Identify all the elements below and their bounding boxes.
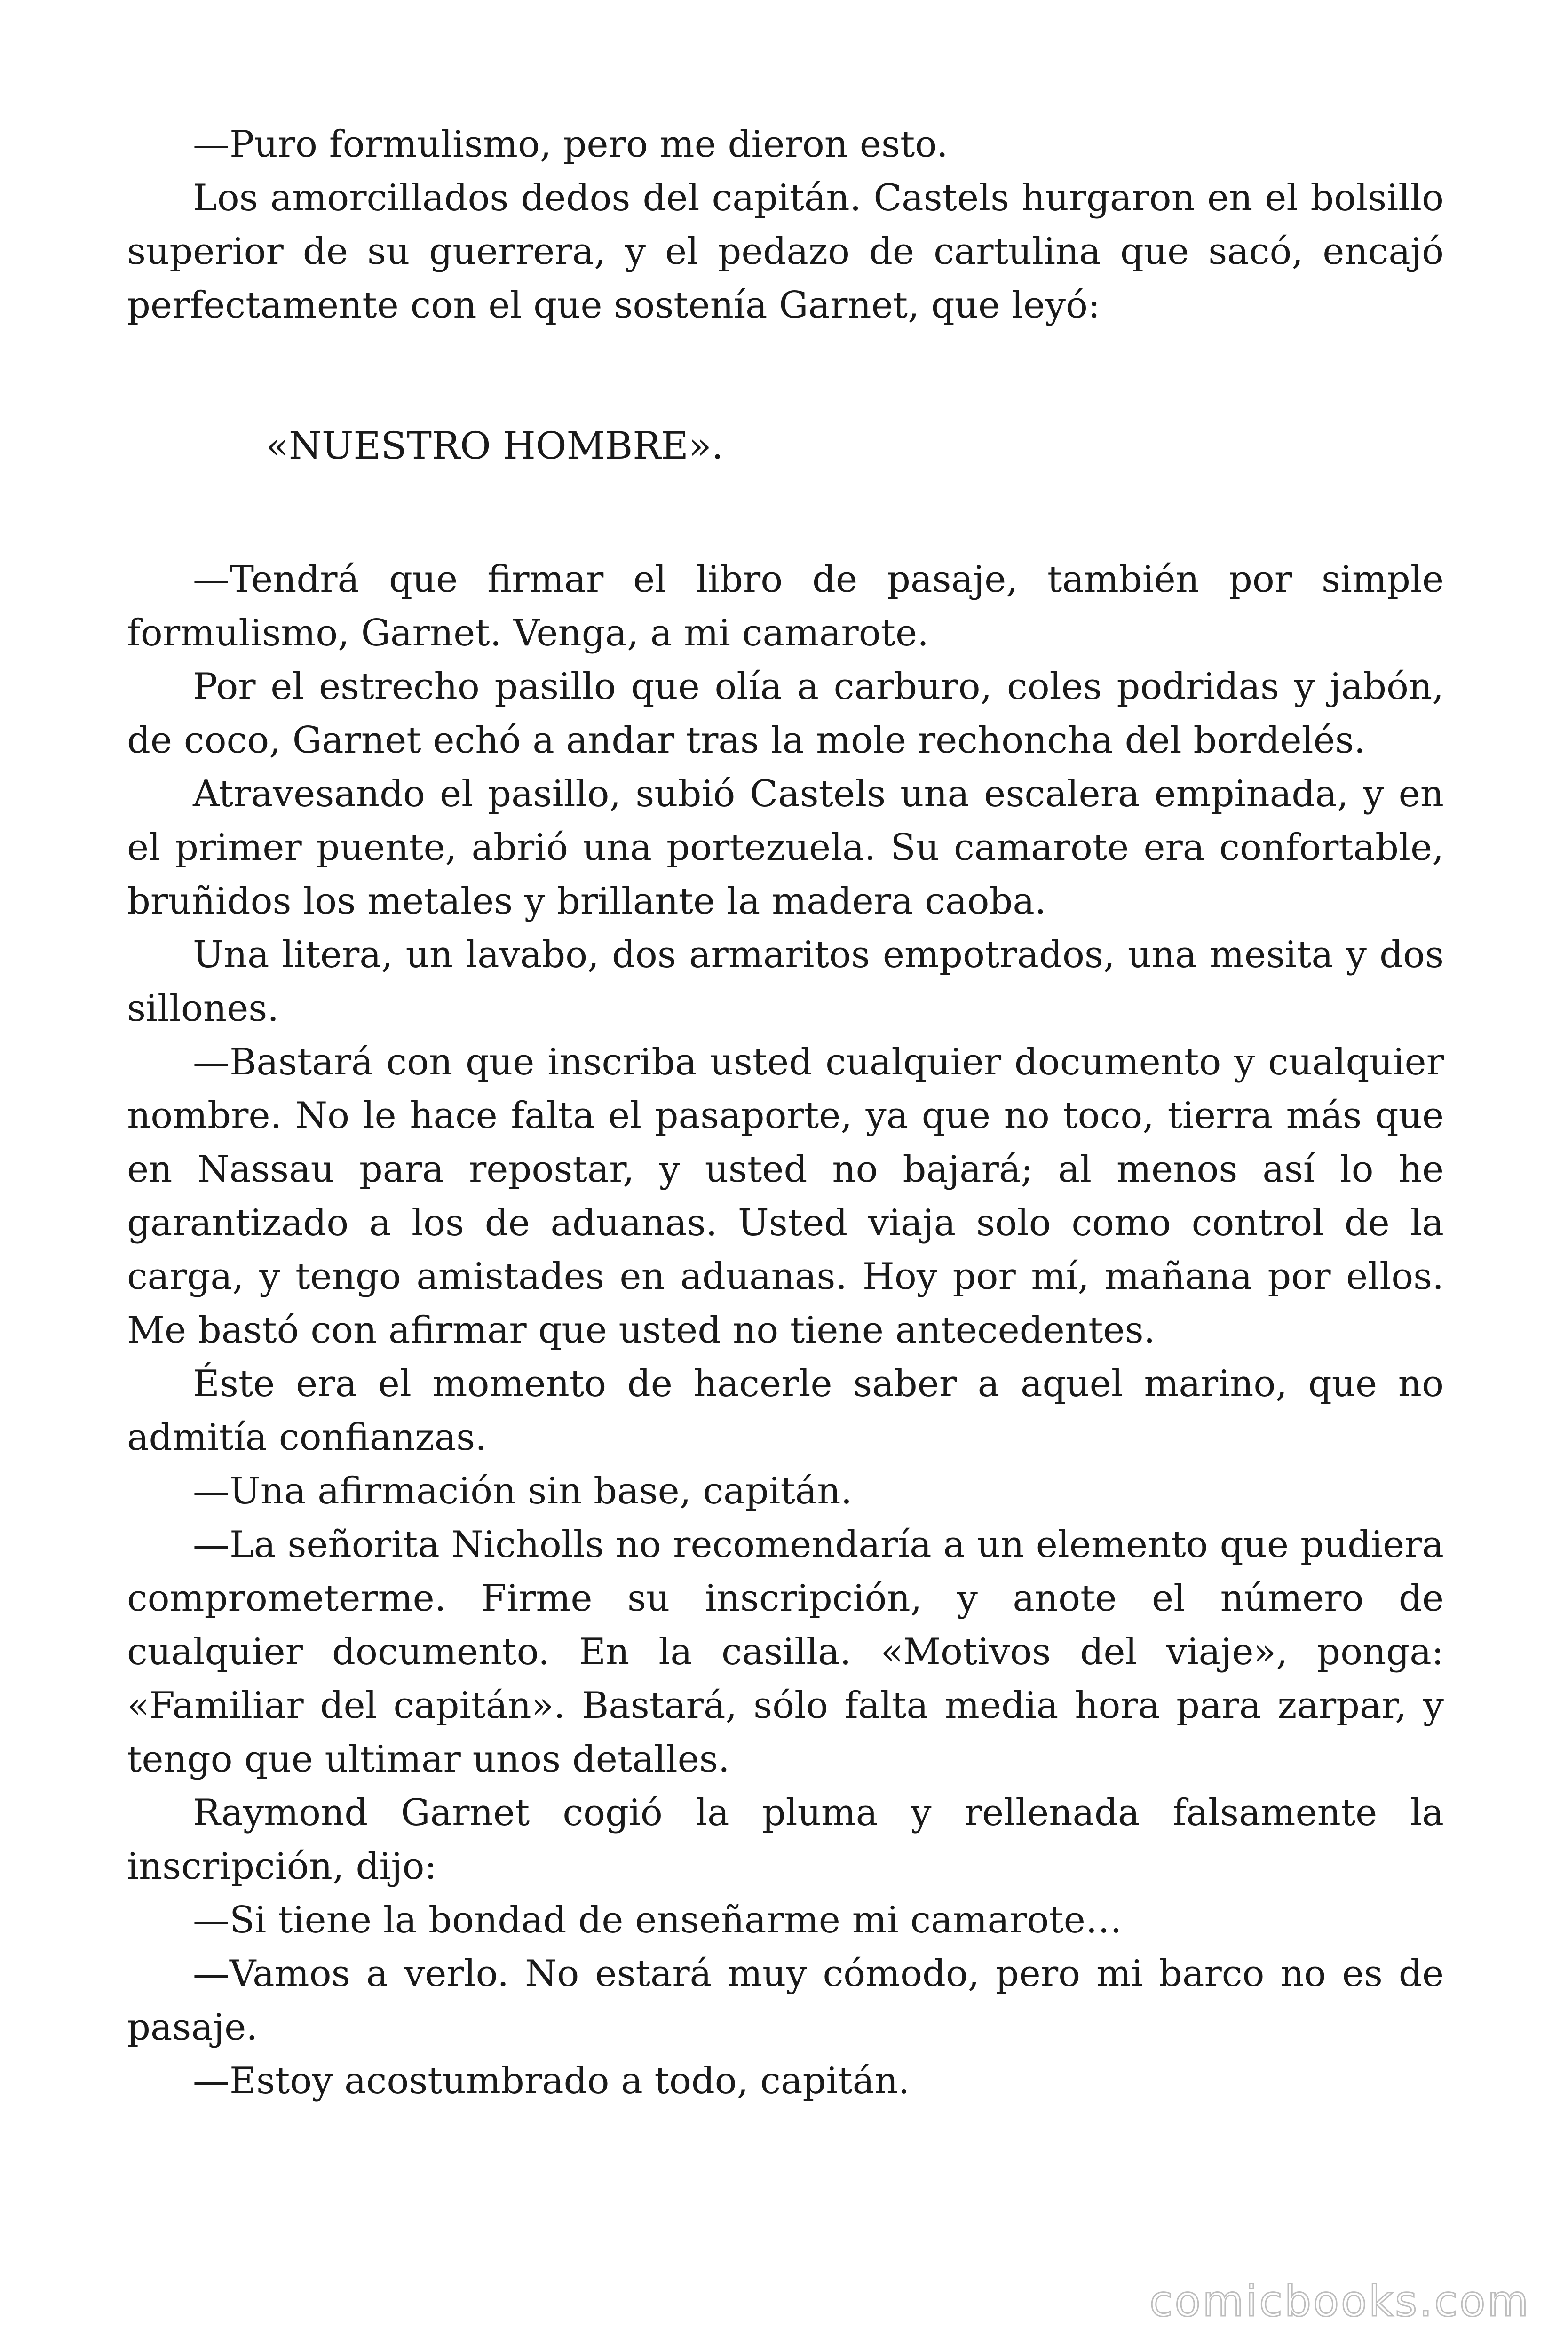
paragraph: —Puro formulismo, pero me dieron esto. <box>193 123 948 166</box>
paragraph: —Si tiene la bondad de enseñarme mi camarote… <box>193 1899 1122 1941</box>
paragraph: Por el estrecho pasillo que olía a carburo, coles podridas y jabón, de coco, Garnet echó a andar tras la mole rechoncha del bordelés. <box>127 666 1444 762</box>
paragraph: —Tendrá que firmar el libro de pasaje, también por simple formulismo, Garnet. Venga, a mi camarote. <box>127 558 1444 654</box>
paragraph: Atravesando el pasillo, subió Castels una escalera empinada, y en el primer puente, abrió una portezuela. Su camarote era confortable, bruñidos los metales y brillante la madera caoba. <box>127 773 1444 922</box>
paragraph: Una litera, un lavabo, dos armaritos empotrados, una mesita y dos sillones. <box>127 934 1444 1030</box>
paragraph: —La señorita Nicholls no recomendaría a un elemento que pudiera comprometerme. Firme su inscripción, y anote el número de cualquier documento. En la casilla. «Motivos del viaje», ponga: «Familiar del capitán». Bastará, sólo falta media hora para zarpar, y tengo que ultimar unos detalles. <box>127 1524 1444 1780</box>
paragraph: Éste era el momento de hacerle saber a aquel marino, que no admitía confianzas. <box>127 1363 1444 1459</box>
paragraph: Los amorcillados dedos del capitán. Castels hurgaron en el bolsillo superior de su guerrera, y el pedazo de cartulina que sacó, encajó perfectamente con el que sostenía Garnet, que leyó: <box>127 177 1444 326</box>
paragraph: —Bastará con que inscriba usted cualquier documento y cualquier nombre. No le hace falta el pasaporte, ya que no toco, tierra más que en Nassau para repostar, y usted no bajará; al menos así lo he garantizado a los de aduanas. Usted viaja solo como control de la carga, y tengo amistades en aduanas. Hoy por mí, mañana por ellos. Me bastó con afirmar que usted no tiene antecedentes. <box>127 1041 1444 1351</box>
paragraph: Raymond Garnet cogió la pluma y rellenada falsamente la inscripción, dijo: <box>127 1792 1444 1888</box>
paragraph: —Una afirmación sin base, capitán. <box>193 1470 853 1512</box>
watermark: comicbooks.com <box>1149 2277 1530 2326</box>
paragraph: —Vamos a verlo. No estará muy cómodo, pero mi barco no es de pasaje. <box>127 1953 1444 2049</box>
page-text <box>127 118 1444 2108</box>
card-inscription: «NUESTRO HOMBRE». <box>266 424 724 468</box>
paragraph: —Estoy acostumbrado a todo, capitán. <box>193 2060 910 2102</box>
